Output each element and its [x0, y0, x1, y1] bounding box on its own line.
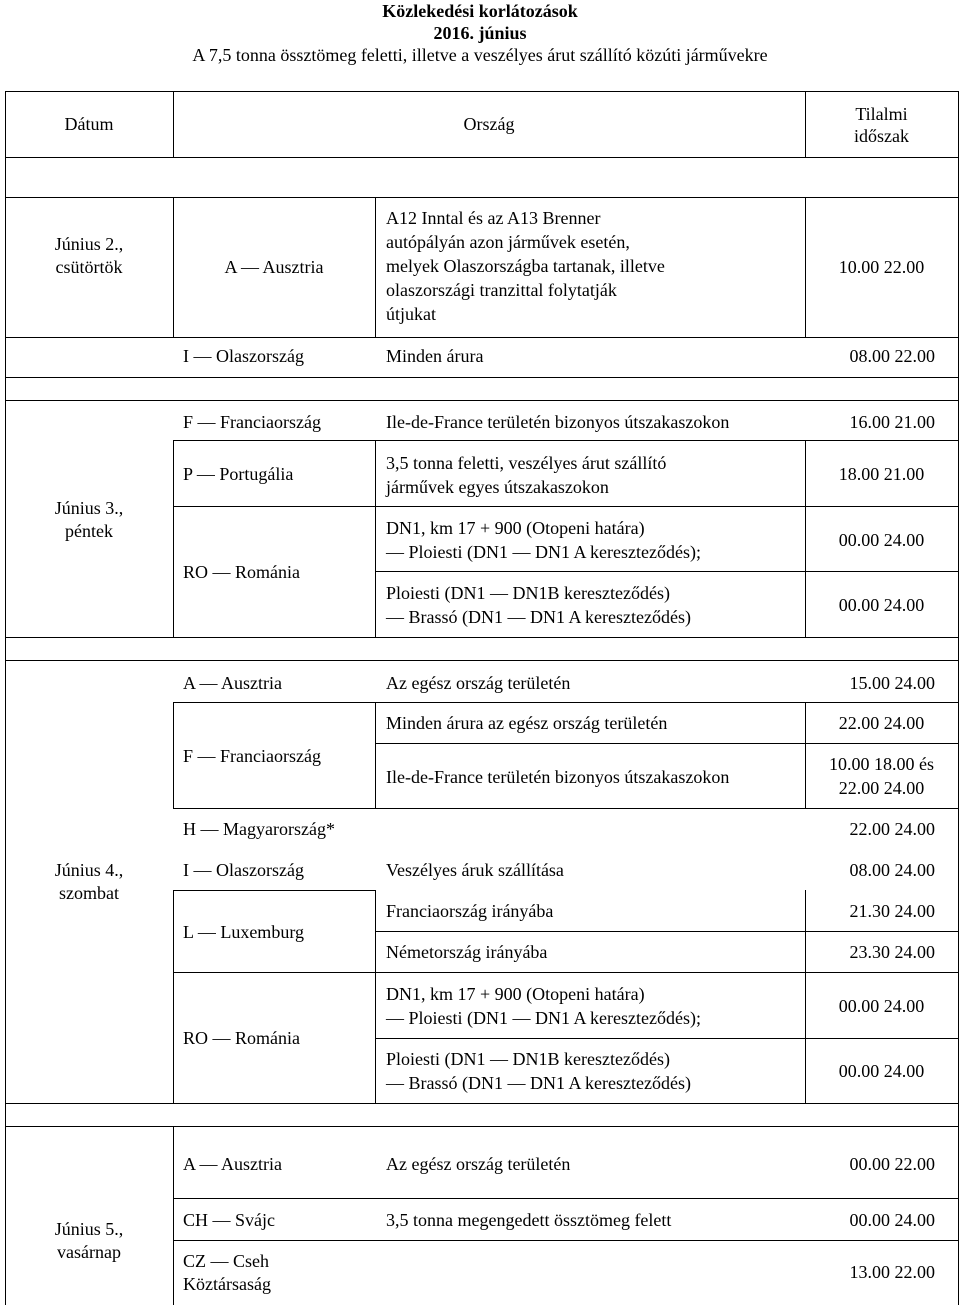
grid-line [958, 91, 959, 1305]
restriction-desc: Ile-de-France területén bizonyos útszakaszokon [386, 412, 730, 432]
time-period: 16.00 21.00 [849, 412, 935, 432]
country-hungary: H — Magyarország* [183, 819, 335, 839]
grid-line [173, 808, 959, 809]
country-italy: I — Olaszország [183, 860, 304, 880]
grid-line [5, 157, 959, 158]
date-june2-line2: csütörtök [55, 257, 123, 277]
country-luxembourg: L — Luxemburg [183, 922, 304, 942]
grid-line [375, 743, 959, 744]
restriction-desc-line: Ploiesti (DN1 — DN1B kereszteződés) [386, 583, 670, 603]
time-period: 15.00 24.00 [849, 673, 935, 693]
restriction-desc: Minden árura az egész ország területén [386, 713, 668, 733]
grid-line [5, 400, 959, 401]
country-austria: A — Ausztria [183, 673, 282, 693]
country-switzerland: CH — Svájc [183, 1210, 275, 1230]
time-period: 10.00 22.00 [838, 257, 925, 277]
restriction-desc: Az egész ország területén [386, 673, 571, 693]
grid-line [173, 440, 174, 637]
grid-line [173, 1240, 959, 1241]
restriction-desc-line: melyek Olaszországba tartanak, illetve [386, 256, 665, 276]
restriction-desc-line: útjukat [386, 304, 436, 324]
grid-line [375, 931, 959, 932]
time-period: 22.00 24.00 [838, 713, 925, 733]
grid-line [5, 660, 959, 661]
time-period: 21.30 24.00 [849, 901, 935, 921]
header-date: Dátum [64, 114, 114, 134]
grid-line [375, 440, 376, 637]
grid-line [5, 637, 959, 638]
restriction-desc: Ile-de-France területén bizonyos útszakaszokon [386, 767, 730, 787]
grid-line [173, 702, 959, 703]
restriction-desc: Németország irányába [386, 942, 548, 962]
header-country: Ország [463, 114, 515, 134]
restriction-desc: Minden árura [386, 346, 484, 366]
restriction-desc-line: járművek egyes útszakaszokon [386, 477, 609, 497]
document-title: Közlekedési korlátozások [382, 1, 578, 21]
date-june4-line2: szombat [59, 883, 119, 903]
country-italy: I — Olaszország [183, 346, 304, 366]
grid-line [173, 890, 174, 972]
restriction-desc-line: autópályán azon járművek esetén, [386, 232, 630, 252]
restriction-desc-line: 3,5 tonna feletti, veszélyes árut szállító [386, 453, 667, 473]
time-period: 08.00 24.00 [849, 860, 935, 880]
restriction-desc-line: — Ploiesti (DN1 — DN1 A kereszteződés); [386, 542, 701, 562]
time-period: 08.00 22.00 [849, 346, 935, 366]
restriction-desc-line: olaszországi tranzittal folytatják [386, 280, 617, 300]
grid-line [173, 1126, 174, 1305]
time-period: 00.00 22.00 [849, 1154, 935, 1174]
restriction-desc-line: DN1, km 17 + 900 (Otopeni határa) [386, 984, 645, 1004]
header-period-line2: időszak [854, 126, 909, 146]
grid-line [375, 571, 959, 572]
restriction-desc: Az egész ország területén [386, 1154, 571, 1174]
country-romania: RO — Románia [183, 1028, 300, 1048]
grid-line [173, 890, 375, 891]
country-france: F — Franciaország [183, 412, 321, 432]
country-portugal: P — Portugália [183, 464, 294, 484]
country-czech-line2: Köztársaság [183, 1274, 271, 1294]
date-june2-line1: Június 2., [54, 234, 124, 254]
grid-line [375, 702, 376, 808]
restriction-desc-line: — Ploiesti (DN1 — DN1 A kereszteződés); [386, 1008, 701, 1028]
date-june3-line1: Június 3., [54, 498, 124, 518]
country-romania: RO — Románia [183, 562, 300, 582]
time-period: 00.00 24.00 [838, 595, 925, 615]
time-period: 00.00 24.00 [838, 1061, 925, 1081]
header-period-line1: Tilalmi [855, 104, 908, 124]
restriction-desc-line: A12 Inntal és az A13 Brenner [386, 208, 601, 228]
country-czech-line1: CZ — Cseh [183, 1251, 270, 1271]
time-period: 10.00 18.00 és [829, 754, 934, 774]
country-austria: A — Ausztria [183, 1154, 282, 1174]
time-period: 00.00 24.00 [838, 530, 925, 550]
grid-line [173, 1198, 959, 1199]
grid-line [173, 440, 959, 441]
document-subtitle-scope: A 7,5 tonna össztömeg feletti, illetve a veszélyes árut szállító közúti járművekre [192, 45, 768, 65]
grid-line [173, 506, 959, 507]
restriction-desc-line: DN1, km 17 + 900 (Otopeni határa) [386, 518, 645, 538]
restriction-desc: Franciaország irányába [386, 901, 554, 921]
grid-line [5, 337, 959, 338]
time-period: 00.00 24.00 [849, 1210, 935, 1230]
restriction-desc: 3,5 tonna megengedett össztömeg felett [386, 1210, 672, 1230]
restriction-desc: Veszélyes áruk szállítása [386, 860, 564, 880]
grid-line [173, 702, 174, 808]
grid-line [375, 1038, 959, 1039]
country-austria: A — Ausztria [224, 257, 324, 277]
grid-line [5, 1126, 959, 1127]
date-june3-line2: péntek [65, 521, 113, 541]
grid-line [5, 91, 959, 92]
grid-line [173, 972, 174, 1103]
grid-line [5, 1103, 959, 1104]
time-period: 22.00 24.00 [849, 819, 935, 839]
date-june4-line1: Június 4., [54, 860, 124, 880]
restriction-desc-line: — Brassó (DN1 — DN1 A kereszteződés) [386, 607, 691, 627]
grid-line [375, 197, 376, 337]
restriction-desc-line: — Brassó (DN1 — DN1 A kereszteződés) [386, 1073, 691, 1093]
country-france: F — Franciaország [183, 746, 321, 766]
time-period: 13.00 22.00 [849, 1262, 935, 1282]
time-period: 22.00 24.00 [838, 778, 925, 798]
date-june5-line2: vasárnap [57, 1242, 121, 1262]
grid-line [5, 197, 959, 198]
grid-line [173, 972, 959, 973]
time-period: 00.00 24.00 [838, 996, 925, 1016]
document-subtitle-date: 2016. június [433, 23, 527, 43]
time-period: 18.00 21.00 [838, 464, 925, 484]
restriction-desc-line: Ploiesti (DN1 — DN1B kereszteződés) [386, 1049, 670, 1069]
date-june5-line1: Június 5., [54, 1219, 124, 1239]
time-period: 23.30 24.00 [849, 942, 935, 962]
grid-line [5, 377, 959, 378]
